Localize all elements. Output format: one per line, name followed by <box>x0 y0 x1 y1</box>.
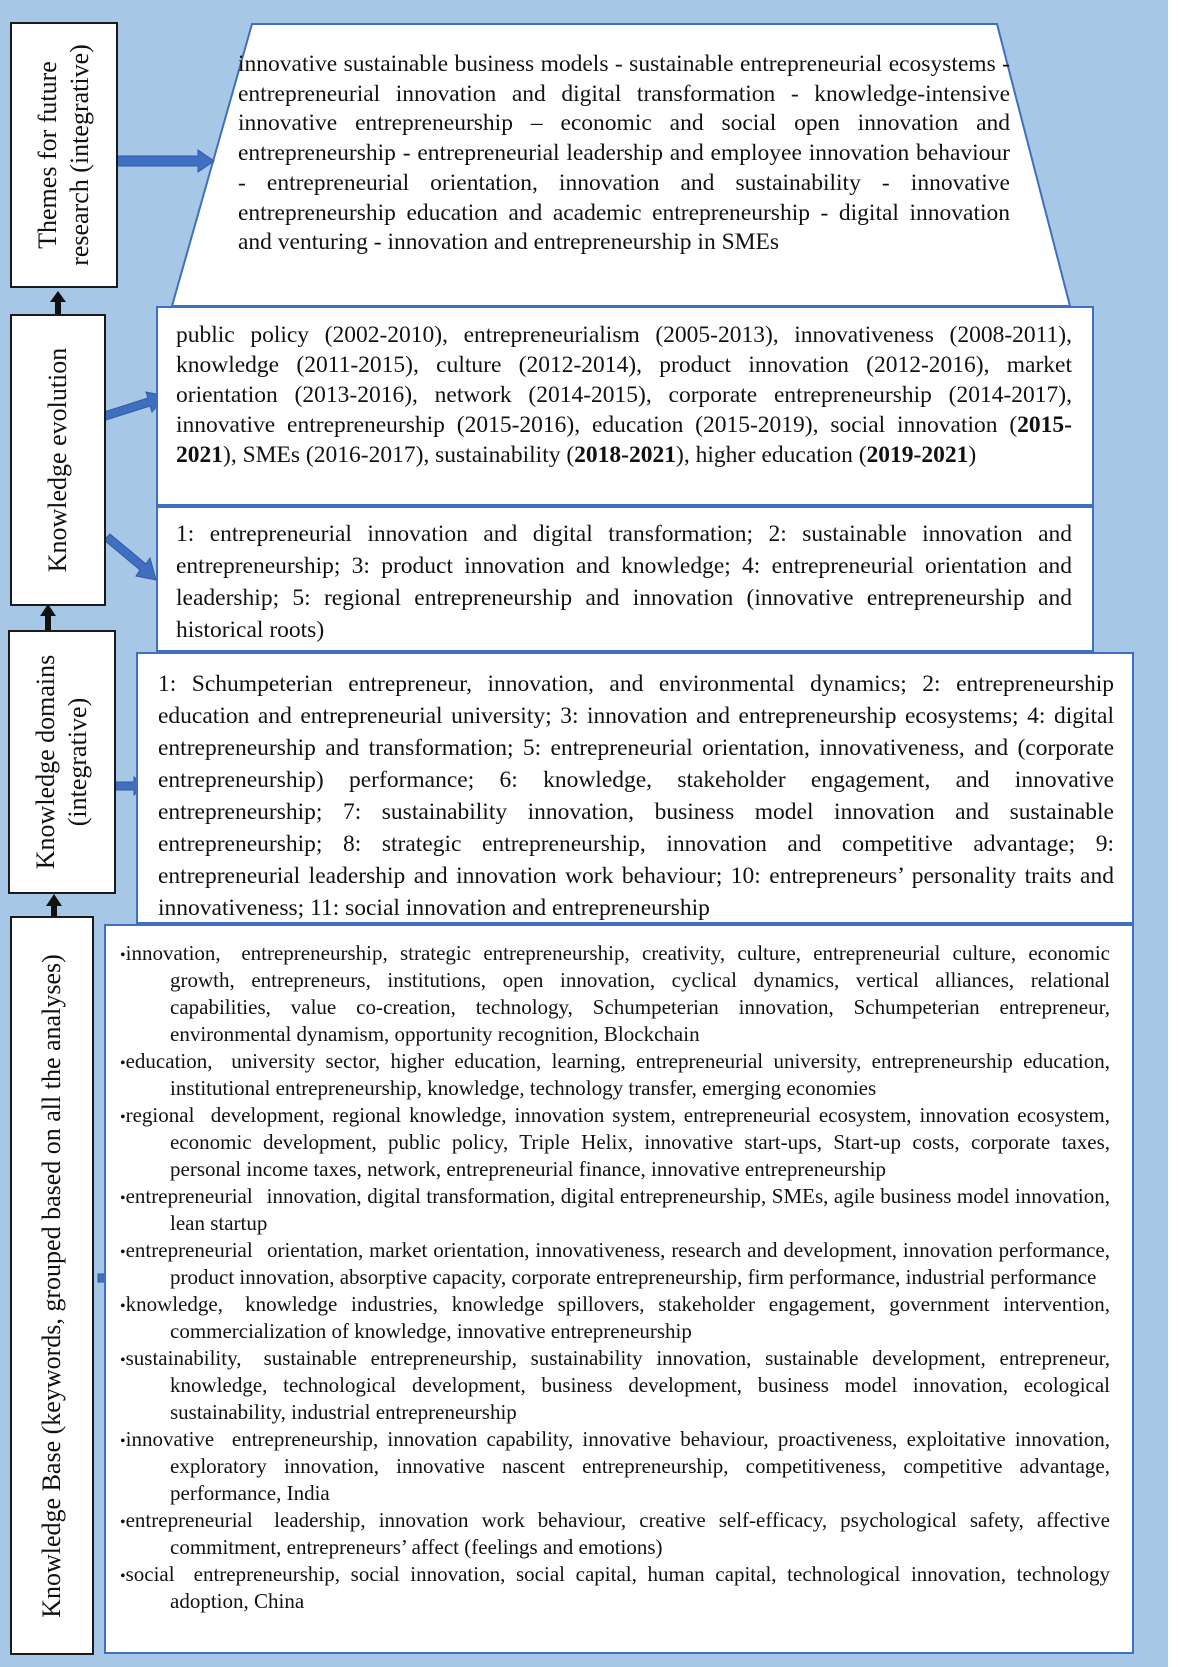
label-domains-line2: (integrative) <box>63 697 92 827</box>
label-evolution-text: Knowledge evolution <box>43 347 72 573</box>
base-keyword-lead <box>120 1345 242 1374</box>
themes-text: innovative sustainable business models - sustainable entrepreneurial ecosystems - entrepreneurial innovation and digital transformation - knowledge-intensive innovative entrepreneurship – economic and social open innovation and entrepreneurship - entrepreneurial leadership and employee innovation behaviour - entrepreneurial orientation, innovation and sustainability - innovative entrepreneurship education and academic entrepreneurship - digital innovation and venturing - innovation and entrepreneurship in SMEs <box>238 51 1010 256</box>
base-keyword-rest: leadership, innovation work behaviour, creative self-efficacy, psychological safety, affective commitment, entrepreneurs’ affect (feelings and emotions) <box>170 1508 1110 1559</box>
base-keyword-rest: entrepreneurship, social innovation, social capital, human capital, technological innovation, technology adoption, China <box>170 1562 1110 1613</box>
bullet-icon: • <box>120 1298 126 1315</box>
base-keyword-group <box>120 1507 1110 1561</box>
bullet-icon: • <box>120 1109 126 1126</box>
bullet-icon: • <box>120 1352 126 1369</box>
base-keyword-first-word: sustainability, <box>125 1346 242 1370</box>
label-base-text: Knowledge Base (keywords, grouped based on all the analyses) <box>37 953 66 1618</box>
bullet-icon: • <box>120 947 126 964</box>
up-arrow-1 <box>55 300 61 314</box>
base-keyword-first-word: social <box>125 1562 175 1586</box>
base-keyword-lead <box>120 1561 175 1590</box>
base-keyword-first-word: regional <box>125 1103 195 1127</box>
base-keyword-first-word: innovation, <box>125 941 221 965</box>
base-keyword-group <box>120 1183 1110 1237</box>
evolution-timeline-box <box>156 306 1094 506</box>
base-keyword-first-word: entrepreneurial <box>125 1508 253 1532</box>
label-themes-line1: Themes for future <box>33 61 62 249</box>
base-keyword-lead <box>120 1237 253 1266</box>
base-keyword-lead <box>120 1102 194 1131</box>
base-keyword-rest: knowledge industries, knowledge spillovers, stakeholder engagement, government intervention, commercialization of knowledge, innovative entrepreneurship <box>170 1292 1110 1343</box>
timeline-text-1: public policy (2002-2010), entrepreneurialism (2005-2013), innovativeness (2008-2011), knowledge (2011-2015), culture (2012-2014), product innovation (2012-2016), market orientation (2013-2016), network (2014-2015), corporate entrepreneurship (2014-2017), innovative entrepreneurship (2015-2016), education (2015-2019), social innovation ( <box>176 322 1072 438</box>
evolution-clusters-box <box>156 506 1094 652</box>
base-keyword-first-word: innovative <box>125 1427 215 1451</box>
base-keyword-rest: sustainable entrepreneurship, sustainability innovation, sustainable development, entrepreneur, knowledge, technological development, business development, business model innovation, ecological sustainability, industrial entrepreneurship <box>170 1346 1110 1424</box>
base-keyword-lead <box>120 1048 213 1077</box>
base-keyword-rest: university sector, higher education, learning, entrepreneurial university, entrepreneurship education, institutional entrepreneurship, knowledge, technology transfer, emerging economies <box>170 1049 1110 1100</box>
label-base <box>10 916 94 1655</box>
clusters-text: 1: entrepreneurial innovation and digital transformation; 2: sustainable innovation and entrepreneurship; 3: product innovation and knowledge; 4: entrepreneurial orientation and leadership; 5: regional entrepreneurship and innovation (innovative entrepreneurship and historical roots) <box>176 521 1072 643</box>
domains-text: 1: Schumpeterian entrepreneur, innovation, and environmental dynamics; 2: entrepreneurship education and entrepreneurial university; 3: innovation and entrepreneurship ecosystems; 4: digital entrepreneurship and transformation; 5: entrepreneurial orientation, innovativeness, and (corporate entrepreneurship) performance; 6: knowledge, stakeholder engagement, and innovative entrepreneurship; 7: sustainability innovation, business model innovation and sustainable entrepreneurship; 8: strategic entrepreneurship, innovation and competitive advantage; 9: entrepreneurial leadership and innovation work behaviour; 10: entrepreneurs’ personality traits and innovativeness; 11: social innovation and entrepreneurship <box>158 671 1114 921</box>
base-keyword-rest: development, regional knowledge, innovation system, entrepreneurial ecosystem, innovation ecosystem, economic development, public policy, Triple Helix, innovative start-ups, Start-up costs, corporate taxes, personal income taxes, network, entrepreneurial finance, innovative entrepreneurship <box>170 1103 1110 1181</box>
base-keyword-first-word: entrepreneurial <box>125 1184 253 1208</box>
base-keyword-first-word: entrepreneurial <box>125 1238 253 1262</box>
bullet-icon: • <box>120 1244 126 1261</box>
base-box <box>104 924 1134 1654</box>
label-evolution <box>10 314 106 606</box>
label-themes-line2: research (integrative) <box>65 44 94 266</box>
bullet-icon: • <box>120 1433 126 1450</box>
up-arrow-2 <box>45 614 51 630</box>
base-keyword-lead <box>120 1291 223 1320</box>
bullet-icon: • <box>120 1190 126 1207</box>
base-keyword-group <box>120 1237 1110 1291</box>
base-keyword-group <box>120 1426 1110 1507</box>
base-keyword-first-word: education, <box>125 1049 213 1073</box>
bullet-icon: • <box>120 1568 126 1585</box>
timeline-text-3: ), higher education ( <box>676 442 867 468</box>
timeline-text-2: ), SMEs (2016-2017), sustainability ( <box>223 442 575 468</box>
base-keyword-lead <box>120 940 221 969</box>
arrow-evolution-clusters <box>104 534 156 580</box>
label-domains <box>8 630 116 894</box>
base-keyword-group <box>120 1561 1110 1615</box>
label-themes <box>10 22 118 288</box>
timeline-text-4: ) <box>968 442 977 468</box>
label-themes-text <box>32 44 96 266</box>
base-keyword-group <box>120 1048 1110 1102</box>
base-keyword-rest: entrepreneurship, strategic entrepreneurship, creativity, culture, entrepreneurial culture, economic growth, entrepreneurs, institutions, open innovation, cyclical dynamics, vertical alliances, relational capabilities, value co-creation, technology, Schumpeterian innovation, Schumpeterian entrepreneur, environmental dynamism, opportunity recognition, Blockchain <box>170 941 1110 1046</box>
timeline-bold-2: 2018-2021 <box>574 442 676 468</box>
base-keyword-group <box>120 1291 1110 1345</box>
timeline-bold-3: 2019-2021 <box>866 442 969 468</box>
base-keyword-group <box>120 940 1110 1048</box>
domains-box <box>136 652 1134 924</box>
base-keyword-rest: orientation, market orientation, innovativeness, research and development, innovation performance, product innovation, absorptive capacity, corporate entrepreneurship, firm performance, industrial performance <box>170 1238 1110 1289</box>
base-keyword-group <box>120 1102 1110 1183</box>
base-keyword-rest: innovation, digital transformation, digital entrepreneurship, SMEs, agile business model innovation, lean startup <box>170 1184 1110 1235</box>
up-arrow-1-head <box>50 291 66 302</box>
base-keyword-lead <box>120 1426 214 1455</box>
base-keyword-first-word: knowledge, <box>125 1292 224 1316</box>
up-arrow-3-head <box>46 894 62 906</box>
base-keyword-group <box>120 1345 1110 1426</box>
base-keyword-lead <box>120 1183 253 1212</box>
base-keyword-rest: entrepreneurship, innovation capability, innovative behaviour, proactiveness, exploitative innovation, exploratory innovation, innovative nascent entrepreneurship, competitiveness, competitive advantage, performance, India <box>170 1427 1110 1505</box>
label-domains-line1: Knowledge domains <box>31 654 60 870</box>
label-domains-text <box>30 655 94 869</box>
timeline-bold-1: 2015-2021 <box>176 412 1072 468</box>
arrow-themes <box>117 150 214 172</box>
base-keyword-list <box>120 940 1110 1615</box>
base-keyword-lead <box>120 1507 253 1536</box>
bullet-icon: • <box>120 1514 126 1531</box>
bullet-icon: • <box>120 1055 126 1072</box>
